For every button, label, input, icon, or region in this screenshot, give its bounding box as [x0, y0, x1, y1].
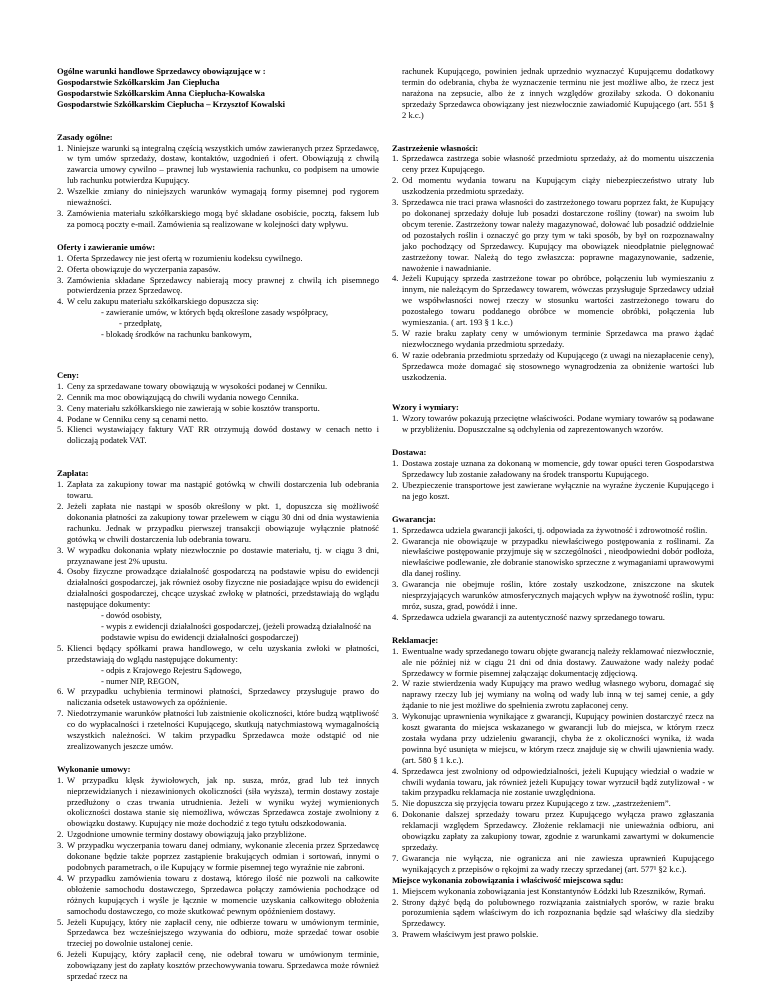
list-item: 2. Uzgodnione umownie terminy dostawy obowiązują jako przybliżone. [57, 829, 307, 840]
list-item: 1. Oferta Sprzedawcy nie jest ofertą w rozumieniu kodeksu cywilnego. [57, 252, 303, 263]
list-item: 3. W przypadku wyczerpania towaru danej odmiany, wykonanie zlecenia przez Sprzedawcę dokonane będzie także poprzez zastąpienie brakujących odmian i sortowań, innymi o podobnych parametrach, o ile Kupujący w formie pisemnej tego wyraźnie nie zabroni. [57, 840, 379, 872]
list-item: 6. Jeżeli Kupujący, który zapłacił cenę, nie odebrał towaru w umówionym terminie, zobowiązany jest do zapłaty kosztów przechowywania towaru. Sprzedawca może również sprzedać rzecz na [57, 949, 379, 982]
list-item: 4. Sprzedawca jest zwolniony od odpowiedzialności, jeżeli Kupujący wiedział o wadzie w chwili wydania towaru, jak również jeżeli Kupujący towar wyrzucił bądź zutylizował - w takim przypadku reklamacja nie zostanie uwzględniona. [392, 765, 714, 798]
list-item: 3. W wypadku dokonania wpłaty niezwłocznie po dostawie materiału, tj. w ciągu 3 dni, przyznawane jest 2% upustu. [57, 544, 379, 566]
list-item: 1. Zapłata za zakupiony towar ma nastąpić gotówką w chwili dostarczenia lub odebrania towaru. [57, 479, 379, 501]
list-item: 2. Oferta obowiązuje do wyczerpania zapasów. [57, 263, 221, 274]
list-item: 5. W razie braku zapłaty ceny w umówionym terminie Sprzedawca ma prawo żądać niezwłocznego wydania przedmiotu sprzedaży. [392, 327, 714, 349]
header-farm-3: Gospodarstwie Szkółkarskim Ciepłucha – Krzysztof Kowalski [57, 98, 285, 109]
list-item: 1. Sprzedawca udziela gwarancji jakości, tj. odpowiada za żywotność i zdrowotność roślin. [392, 524, 708, 535]
left-column [57, 66, 379, 982]
section-title: Ceny: [57, 369, 79, 380]
list-item: 4. Podane w Cenniku ceny są cenami netto. [57, 413, 209, 424]
sub-item: - numer NIP, REGON, [101, 675, 180, 686]
list-item: 3. Prawem właściwym jest prawo polskie. [392, 929, 539, 940]
list-item: 1. Niniejsze warunki są integralną częścią wszystkich umów zawieranych przez Sprzedawcę, w tym umów sprzedaży, dostaw, kontaktów, uzgodnień i ofert. Obowiązują z chwilą zawarcia umowy cywilno – prawnej lub wystawienia rachunku, co podpisem na umowie lub rachunku potwierdza Kupujący. [57, 142, 379, 186]
section-dostawa [392, 447, 714, 502]
list-item: 2. Od momentu wydania towaru na Kupującym ciąży niebezpieczeństwo utraty lub uszkodzenia przedmiotu sprzedaży. [392, 175, 714, 197]
header-farm-2: Gospodarstwie Szkółkarskim Anna Ciepłucha-Kowalska [57, 87, 265, 98]
list-item: 1. Wzory towarów pokazują przeciętne właściwości. Podane wymiary towarów są podawane w przybliżeniu. Dopuszczalne są odchylenia od zaprezentowanych wzorów. [392, 413, 714, 435]
header-farm-1: Gospodarstwie Szkółkarskim Jan Ciepłucha [57, 76, 220, 87]
section-gwarancja [392, 514, 714, 623]
list-item: 1. Sprzedawca zastrzega sobie własność przedmiotu sprzedaży, aż do momentu uiszczenia ceny przez Kupującego. [392, 153, 714, 175]
list-item: 1. W przypadku klęsk żywiołowych, jak np. susza, mróz, grad lub też innych nieprzewidzianych i niezawinionych okoliczności (siła wyższa), termin dostawy zostaje przedłużony o czas trwania utrudnienia. Jeżeli w wyniku wyżej wymienionych okoliczności dostawa stanie się niemożliwa, wówczas Sprzedawca zostaje zwolniony z obowiązku dostawy. Kupujący nie może dochodzić z tego tytułu odszkodowania. [57, 774, 379, 829]
sub-item: - blokadę środków na rachunku bankowym, [101, 329, 252, 340]
list-item: 2. Cennik ma moc obowiązującą do chwili wydania nowego Cennika. [57, 391, 299, 402]
list-item: 2. Ubezpieczenie transportowe jest zawierane wyłącznie na wyraźne życzenie Kupującego i na jego koszt. [392, 479, 714, 501]
document-header [57, 66, 379, 110]
list-item: 3. Zamówienia składane Sprzedawcy nabierają mocy prawnej z chwilą ich pisemnego potwierdzenia przez Sprzedawcę. [57, 274, 379, 296]
section-title: Wzory i wymiary: [392, 402, 459, 413]
section-reklamacje [392, 635, 714, 875]
list-item: 5. Nie dopuszcza się przyjęcia towaru przez Kupującego z tzw. „zastrzeżeniem”. [392, 798, 671, 809]
list-item: 3. Wykonując uprawnienia wynikające z gwarancji, Kupujący powinien dostarczyć rzecz na koszt gwaranta do miejsca wskazanego w gwarancji lub do miejsca, w którym rzecz została wydana przy udzieleniu gwarancji, chyba że z okoliczności wynika, iż wada powinna być usunięta w miejscu, w którym rzecz znajduje się w chwili ujawnienia wady. (art. 580 § 1 k.c.). [392, 711, 714, 765]
section-zastrzezenie [392, 143, 714, 383]
list-item: 1. Dostawa zostaje uznana za dokonaną w momencie, gdy towar opuści teren Gospodarstwa Sprzedawcy lub zostanie załadowany na środek transportu Kupującego. [392, 458, 714, 479]
sub-item: - przedpłatę, [119, 318, 162, 329]
list-item: 3. Zamówienia materiału szkółkarskiego mogą być składane osobiście, pocztą, faksem lub za pomocą poczty e-mail. Zamówienia są realizowane w kolejności daty wpływu. [57, 207, 379, 229]
section-title: Oferty i zawieranie umów: [57, 241, 156, 252]
list-item: 6. W razie odebrania przedmiotu sprzedaży od Kupującego (z uwagi na niezapłacenie ceny), Sprzedawca może domagać się stosownego wynagrodzenia za obniżenie wartości lub uszkodzenia. [392, 349, 714, 382]
list-item: 2. W razie stwierdzenia wady Kupujący ma prawo według własnego wyboru, domagać się naprawy rzeczy lub jej wymiany na wolną od wady lub inną w tej samej cenie, a gdy żądanie to nie jest możliwe do spełnienia zwrotu zapłaconej ceny. [392, 678, 714, 711]
list-item: 4. Osoby fizyczne prowadzące działalność gospodarczą na podstawie wpisu do ewidencji działalności gospodarczej, jak również osoby fizyczne nie posiadające wpisu do ewidencji działalności gospodarczej, chcące uzyskać zwłokę w płatności, przedstawiają do wglądu następujące dokumenty: [57, 566, 379, 610]
sub-item: - wypis z ewidencji działalności gospodarczej, (jeżeli prowadzą działalność na podstawie wpisu do ewidencji działalności gospodarczej) [101, 620, 372, 642]
list-item: 2. Wszelkie zmiany do niniejszych warunków wymagają formy pisemnej pod rygorem nieważności. [57, 186, 379, 208]
section-title: Zasady ogólne: [57, 131, 113, 142]
section-oferty [57, 242, 379, 340]
list-item: 2. Jeżeli zapłata nie nastąpi w sposób określony w pkt. 1, dopuszcza się możliwość dokonania płatności za zakupiony towar przelewem w ciągu 30 dni od dnia wystawienia rachunku. Jednak w przypadku pierwszej transakcji obowiązuje wyłącznie płatność gotówką w chwili dostarczenia lub odebrania towaru. [57, 501, 379, 544]
section-title: Dostawa: [392, 447, 427, 458]
list-item: 3. Ceny materiału szkółkarskiego nie zawierają w sobie kosztów transportu. [57, 402, 320, 413]
section-wzory [392, 402, 714, 435]
list-item: 4. W celu zakupu materiału szkółkarskiego dopuszcza się: [57, 296, 259, 307]
section-title: Miejsce wykonania zobowiązania i właściwość miejscowa sądu: [392, 874, 624, 885]
list-item: 1. Miejscem wykonania zobowiązania jest Konstantynów Łódzki lub Rzeszników, Rymań. [392, 885, 706, 896]
section-title: Reklamacje: [392, 634, 439, 645]
list-item: 2. Strony dążyć będą do polubownego rozwiązania zaistniałych sporów, w razie braku porozumienia sądem właściwym do ich rozpoznania będzie sąd właściwy dla siedziby Sprzedawcy. [392, 896, 714, 929]
list-item: 4. Sprzedawca udziela gwarancji za autentyczność nazwy sprzedanego towaru. [392, 611, 665, 622]
header-title: Ogólne warunki handlowe Sprzedawcy obowiązujące w : [57, 66, 266, 76]
sub-item: - dowód osobisty, [101, 610, 162, 621]
list-item: 1. Ewentualne wady sprzedanego towaru objęte gwarancją należy reklamować niezwłocznie, ale nie później niż w ciągu 21 dni od dnia dostawy. Zauważone wady należy podać Sprzedawcy w formie pisemnej załączając dokumentację zdjęciową. [392, 645, 714, 678]
section-wykonanie [57, 764, 379, 982]
list-item: 4. W przypadku zamówienia towaru z dostawą, którego ilość nie pozwoli na całkowite obłożenie samochodu dostawczego, Sprzedawca połączy zamówienia pochodzące od różnych kupujących i wyśle je łącznie w momencie uzyskania całkowitego obłożenia samochodu dostawczego, co może skutkować pewnym opóźnieniem dostawy. [57, 872, 379, 916]
list-item: 3. Sprzedawca nie traci prawa własności do zastrzeżonego towaru poprzez fakt, że Kupujący po dokonanej sprzedaży dołuje lub posadzi dostarczone rośliny (towar) na swoim lub obcym terenie. Zastrzeżony towar należy magazynować, dołować lub posadzić oddzielnie od pozostałych roślin i oznaczyć go przy tym w taki sposób, by był on rozpoznawalny jako pochodzący od Sprzedawcy. Kupujący ma obowiązek nieodpłatnie pielęgnować zastrzeżony towar. Należą do tego zwłaszcza: poprawne magazynowanie, sadzenie, nawożenie i nawadnianie. [392, 197, 714, 273]
right-column [392, 66, 714, 940]
list-item: 7. Gwarancja nie wyłącza, nie ogranicza ani nie zawiesza uprawnień Kupującego wynikających z przepisów o rękojmi za wady rzeczy sprzedanej (art. 577¹ §2 k.c.). [392, 852, 714, 874]
list-item: 5. Jeżeli Kupujący, który nie zapłacił ceny, nie odbierze towaru w umówionym terminie, Sprzedawca bez wcześniejszego wzywania do odbioru, może sprzedać towar osobie trzeciej po dowolnie ustalonej cenie. [57, 916, 379, 949]
list-item: 7. Niedotrzymanie warunków płatności lub zaistnienie okoliczności, które budzą wątpliwość co do wypłacalności i rzetelności Kupującego, skutkują natychmiastową wymagalnością wszystkich należności. W takim przypadku Sprzedawca może odstąpić od nie zrealizowanych jeszcze umów. [57, 708, 379, 751]
section-title: Wykonanie umowy: [57, 763, 131, 774]
section-title: Zastrzeżenie własności: [392, 142, 479, 153]
list-item: 3. Gwarancja nie obejmuje roślin, które zostały uszkodzone, zniszczone na skutek niesprzyjających warunków atmosferycznych mających wpływ na żywotność roślin, typu: mróz, susza, grad, powódź i inne. [392, 579, 714, 611]
list-item: 5. Klienci będący spółkami prawa handlowego, w celu uzyskania zwłoki w płatności, przedstawiają do wglądu następujące dokumenty: [57, 642, 379, 664]
sub-item: - odpis z Krajowego Rejestru Sądowego, [101, 664, 242, 675]
sub-item: - zawieranie umów, w których będą określone zasady współpracy, [101, 307, 329, 318]
section-title: Gwarancja: [392, 513, 436, 524]
list-item: 6. W przypadku uchybienia terminowi płatności, Sprzedawcy przysługuje prawo do naliczania odsetek ustawowych za opóźnienie. [57, 686, 379, 708]
list-item: 5. Klienci wystawiający faktury VAT RR otrzymują dowód dostawy w cenach netto i doliczają podatek VAT. [57, 424, 379, 446]
section-zasady [57, 132, 379, 230]
section-ceny [57, 370, 379, 446]
list-item: 2. Gwarancja nie obowiązuje w przypadku niewłaściwego postępowania z roślinami. Za niewłaściwe postępowanie przyjmuje się w szczególności , nieodpowiedni dobór podłoża, niewłaściwe podlewanie, złe dobranie stanowisko sprzeczne z wymaganiami uprawowymi dla danej rośliny. [392, 535, 714, 579]
list-item: 4. Jeżeli Kupujący sprzeda zastrzeżone towar po obróbce, połączeniu lub wymieszaniu z innym, nie należącym do Sprzedawcy towarem, wówczas przysługuje Sprzedawcy udział we współwłasności nowej rzeczy w stosunku wartości zastrzeżonego towaru do pozostałego towaru poddanego obróbce w momencie obróbki, połączenia lub wymieszania. ( art. 193 § 1 k.c.) [392, 273, 714, 328]
section-miejsce [392, 875, 714, 940]
section-zaplata [57, 468, 379, 752]
list-item: 6. Dokonanie dalszej sprzedaży towaru przez Kupującego wyłącza prawo zgłaszania reklamacji względem Sprzedawcy. Złożenie reklamacji nie unieważnia odbioru, ani obowiązku zapłaty za zakupiony towar, zgodnie z warunkami zawartymi w dokumencie sprzedaży. [392, 809, 714, 852]
section-title: Zapłata: [57, 468, 89, 479]
list-item: 1. Ceny za sprzedawane towary obowiązują w wysokości podanej w Cenniku. [57, 380, 328, 391]
continued-paragraph: rachunek Kupującego, powinien jednak uprzednio wyznaczyć Kupującemu dodatkowy termin do odebrania, chyba że wyznaczenie terminu nie jest możliwe albo, że rzecz jest narażona na zepsucie, albo że z innych względów groziłaby szkoda. O dokonaniu sprzedaży Sprzedawca obowiązany jest niezwłocznie zawiadomić Kupującego (art. 551 § 2 k.c.) [402, 66, 714, 120]
